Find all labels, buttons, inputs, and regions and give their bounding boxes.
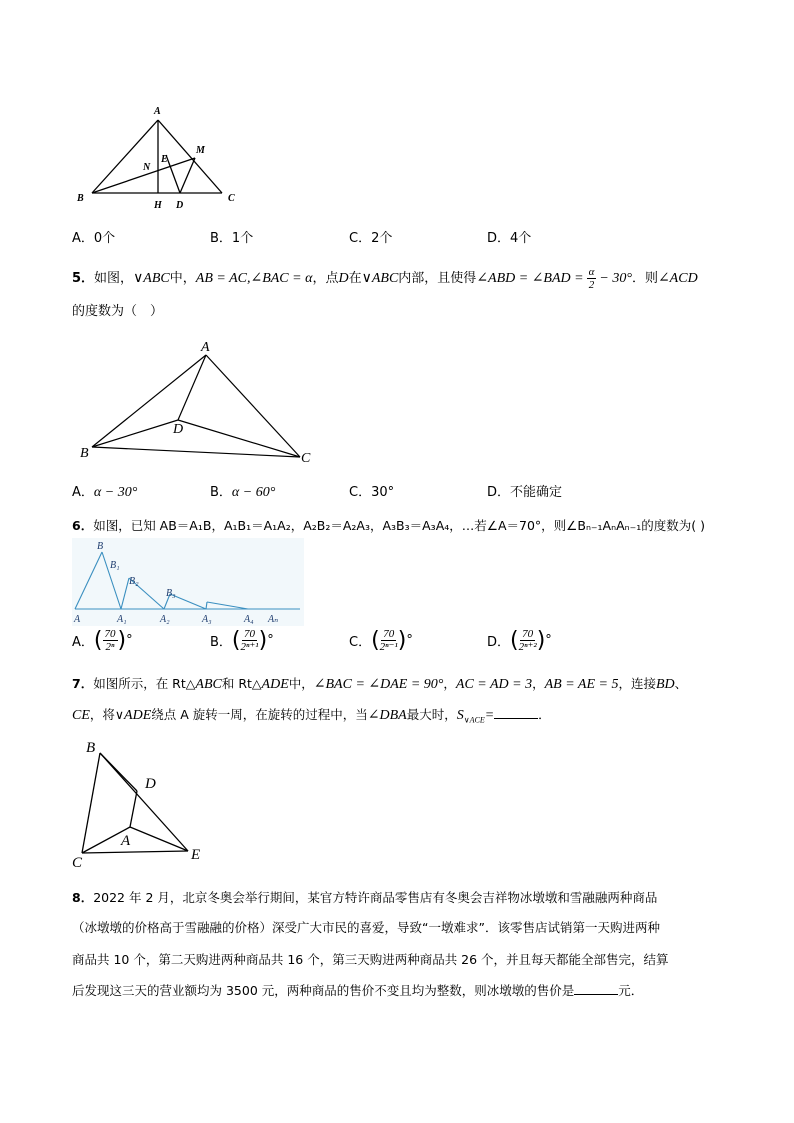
option-fraction: [241, 628, 259, 653]
q7-text: 、: [674, 676, 688, 691]
q7-line-bd: [100, 753, 137, 791]
q8-text: 2022 年 2 月，北京冬奥会举行期间，某官方特许商品零售店有冬奥会吉祥物冰墩墩和雪融融两种商品: [93, 890, 658, 905]
q6-option-b: [210, 628, 274, 653]
fraction-numerator: 70: [383, 628, 395, 640]
q7-math: ABC: [195, 677, 222, 692]
q5-option-a: [72, 484, 137, 502]
q5-number: 5．: [72, 270, 95, 286]
q7-math: ADE: [261, 677, 289, 692]
option-letter: B．: [210, 231, 232, 246]
q7-stem-line1: [72, 675, 687, 694]
option-text: 1个: [231, 231, 254, 246]
option-letter: D．: [487, 485, 511, 500]
q5-option-d: [487, 484, 562, 502]
fraction-numerator: 70: [522, 628, 534, 640]
q7-text: 中，: [288, 676, 314, 691]
q8-text: 后发现这三天的营业额均为 3500 元，两种商品的售价不变且均为整数，则冰墩墩的售价是: [72, 983, 575, 998]
q4-option-d: [487, 230, 531, 248]
q8-stem-line4: [72, 982, 643, 1000]
q5-text: ，点: [312, 270, 339, 286]
q5-option-c: [349, 484, 394, 502]
q6-label-b3: B₃: [166, 588, 176, 599]
option-letter: A．: [72, 635, 94, 650]
q5-math: ∠ACD: [657, 270, 698, 286]
q6-figure: [72, 538, 304, 626]
q7-math: =: [484, 708, 495, 723]
q5-text: ．则: [631, 270, 658, 286]
paren-right: ): [258, 627, 268, 653]
q7-text: 如图所示，在 Rt△: [93, 676, 196, 691]
q5-text: 中，: [169, 270, 196, 286]
q4-line-ed: [166, 155, 180, 193]
q7-math: ∠BAC = ∠DAE = 90°: [313, 677, 444, 692]
option-text: α − 30°: [93, 485, 138, 500]
q5-figure: [72, 335, 322, 470]
degree-sign: °: [126, 633, 133, 648]
option-letter: D．: [487, 231, 511, 246]
paren-left: (: [371, 627, 380, 653]
option-letter: D．: [487, 635, 511, 650]
q5-math: − 30°: [599, 270, 632, 286]
q6-text: 如图，已知 AB＝A₁B，A₁B₁＝A₁A₂，A₂B₂＝A₂A₃，A₃B₃＝A₃A₄，…若∠A＝70°，则∠Bₙ₋₁AₙAₙ₋₁的度数为( ): [93, 518, 705, 533]
q8-number: 8．: [72, 890, 94, 905]
q7-line-da: [130, 791, 137, 827]
q8-text: 元．: [618, 983, 644, 998]
q7-text: ，将∨: [89, 707, 125, 722]
q7-label-d: D: [145, 776, 156, 792]
q5-option-b: [210, 484, 275, 502]
q7-label-b: B: [86, 740, 96, 756]
q6-label-a2: A₂: [160, 614, 170, 625]
q7-line-ae: [130, 827, 188, 851]
q7-text: ，: [532, 676, 545, 691]
q4-option-a: [72, 230, 115, 248]
q7-label-c: C: [72, 855, 83, 871]
fraction-denominator: 2ⁿ: [105, 641, 115, 653]
q7-number: 7．: [72, 676, 94, 691]
q5-label-d: D: [173, 422, 184, 437]
q6-option-a: [72, 628, 133, 653]
q7-math: AB = AE = 5: [544, 677, 619, 692]
q7-text: ，: [443, 676, 456, 691]
q6-option-d: [487, 628, 552, 653]
paren-right: ): [117, 627, 127, 653]
paren-right: ): [536, 627, 546, 653]
q6-label-b2: B₂: [129, 576, 139, 587]
q6-label-b: B: [97, 541, 104, 552]
option-letter: A．: [72, 485, 94, 500]
q6-label-a4: A₄: [244, 614, 254, 625]
q5-fraction: [587, 266, 597, 291]
q6-label-an: Aₙ: [268, 614, 279, 625]
option-letter: B．: [210, 635, 232, 650]
q7-text: 和 Rt△: [221, 676, 262, 691]
q4-option-b: [210, 230, 253, 248]
fraction-denominator: 2: [588, 279, 595, 291]
q4-label-c: C: [228, 193, 235, 204]
q5-text: 如图，: [94, 270, 134, 286]
q5-math: ∠ABD = ∠BAD =: [476, 270, 584, 286]
q5-math: AB = AC,∠BAC = α: [195, 270, 313, 286]
q5-line-bc: [92, 447, 300, 457]
q6-option-c: [349, 628, 413, 653]
q7-text: ，连接: [618, 676, 656, 691]
q7-math: ADE: [124, 708, 152, 723]
degree-sign: °: [267, 633, 274, 648]
q5-math: ∨ABC: [133, 270, 170, 286]
option-letter: A．: [72, 231, 94, 246]
fraction-numerator: 70: [244, 628, 256, 640]
q5-line-bd: [92, 420, 178, 447]
q7-label-a: A: [121, 833, 131, 849]
q5-label-c: C: [301, 451, 311, 466]
option-text: α − 60°: [231, 485, 276, 500]
q5-label-b: B: [80, 446, 89, 461]
q7-text: ．: [538, 707, 551, 722]
option-letter: C．: [349, 231, 372, 246]
option-text: 不能确定: [510, 485, 563, 500]
option-text: 2个: [371, 231, 393, 246]
q7-line-bc: [82, 753, 100, 853]
degree-sign: °: [545, 633, 552, 648]
q6-label-a1: A₁: [117, 614, 127, 625]
q4-figure: [70, 100, 260, 215]
q7-math: BD: [655, 677, 675, 692]
q4-option-c: [349, 230, 392, 248]
option-text: 4个: [510, 231, 532, 246]
q5-stem-line2: 的度数为（ ）: [72, 304, 164, 319]
fraction-numerator: 70: [104, 628, 116, 640]
q8-answer-blank: [574, 982, 618, 995]
paren-left: (: [231, 627, 241, 653]
q7-text: 最大时，: [406, 707, 457, 722]
q5-line-ab: [92, 355, 206, 447]
q7-stem-line2: [72, 706, 551, 730]
q8-stem-line1: [72, 889, 657, 907]
q7-line-ce: [82, 851, 188, 853]
option-letter: B．: [210, 485, 232, 500]
q7-math: S: [456, 708, 464, 723]
q4-label-m: M: [196, 145, 205, 156]
q5-math: ∨ABC: [361, 270, 399, 286]
q4-label-b: B: [77, 193, 84, 204]
q6-label-a3: A₃: [202, 614, 212, 625]
q7-label-e: E: [191, 847, 201, 863]
q5-text: 在: [348, 270, 362, 286]
q4-label-a: A: [154, 106, 161, 117]
option-text: 0个: [93, 231, 116, 246]
q7-math: AC = AD = 3: [455, 677, 533, 692]
q7-math: CE: [72, 708, 90, 723]
q8-stem-line3: 商品共 10 个，第二天购进两种商品共 16 个，第三天购进两种商品共 26 个，并且每天都能全部售完，结算: [72, 952, 669, 967]
q5-line-ad: [178, 355, 206, 420]
q5-line-ac: [206, 355, 300, 457]
fraction-denominator: 2ⁿ⁻¹: [379, 641, 398, 653]
paren-left: (: [510, 627, 519, 653]
q5-label-a: A: [201, 340, 210, 355]
q6-label-a: A: [74, 614, 81, 625]
q5-text: 内部，且使得: [398, 270, 477, 286]
paren-right: ): [397, 627, 407, 653]
paren-left: (: [93, 627, 103, 653]
q4-label-d: D: [176, 200, 184, 211]
q7-text: 绕点 A 旋转一周，在旋转的过程中，当: [151, 707, 368, 722]
q8-stem-line2: （冰墩墩的价格高于雪融融的价格）深受广大市民的喜爱，导致“一墩难求”．该零售店试销第一天购进两种: [72, 920, 660, 935]
option-fraction: [519, 628, 537, 653]
q4-line-md: [180, 158, 195, 193]
q6-label-b1: B₁: [110, 560, 120, 571]
option-letter: C．: [349, 635, 372, 650]
option-text: 30°: [371, 485, 395, 500]
q6-stem: [72, 517, 705, 535]
q6-number: 6．: [72, 518, 94, 533]
q7-math: ∠DBA: [367, 708, 407, 723]
option-fraction: [380, 628, 398, 653]
q4-label-h: H: [154, 200, 162, 211]
q5-stem-line1: [72, 266, 698, 291]
q7-figure: [72, 733, 217, 873]
fraction-denominator: 2ⁿ⁺¹: [240, 641, 259, 653]
option-fraction: [103, 628, 118, 653]
degree-sign: °: [406, 633, 413, 648]
q4-label-n: N: [143, 162, 151, 173]
q6-figure-background: [72, 538, 304, 626]
q7-subscript: ∨ACE: [463, 715, 485, 725]
q5-math: D: [338, 270, 349, 286]
option-letter: C．: [349, 485, 372, 500]
q4-label-e: E: [161, 154, 168, 165]
fraction-denominator: 2ⁿ⁺²: [518, 641, 537, 653]
fraction-numerator: α: [588, 266, 595, 278]
q7-answer-blank: [494, 706, 538, 719]
